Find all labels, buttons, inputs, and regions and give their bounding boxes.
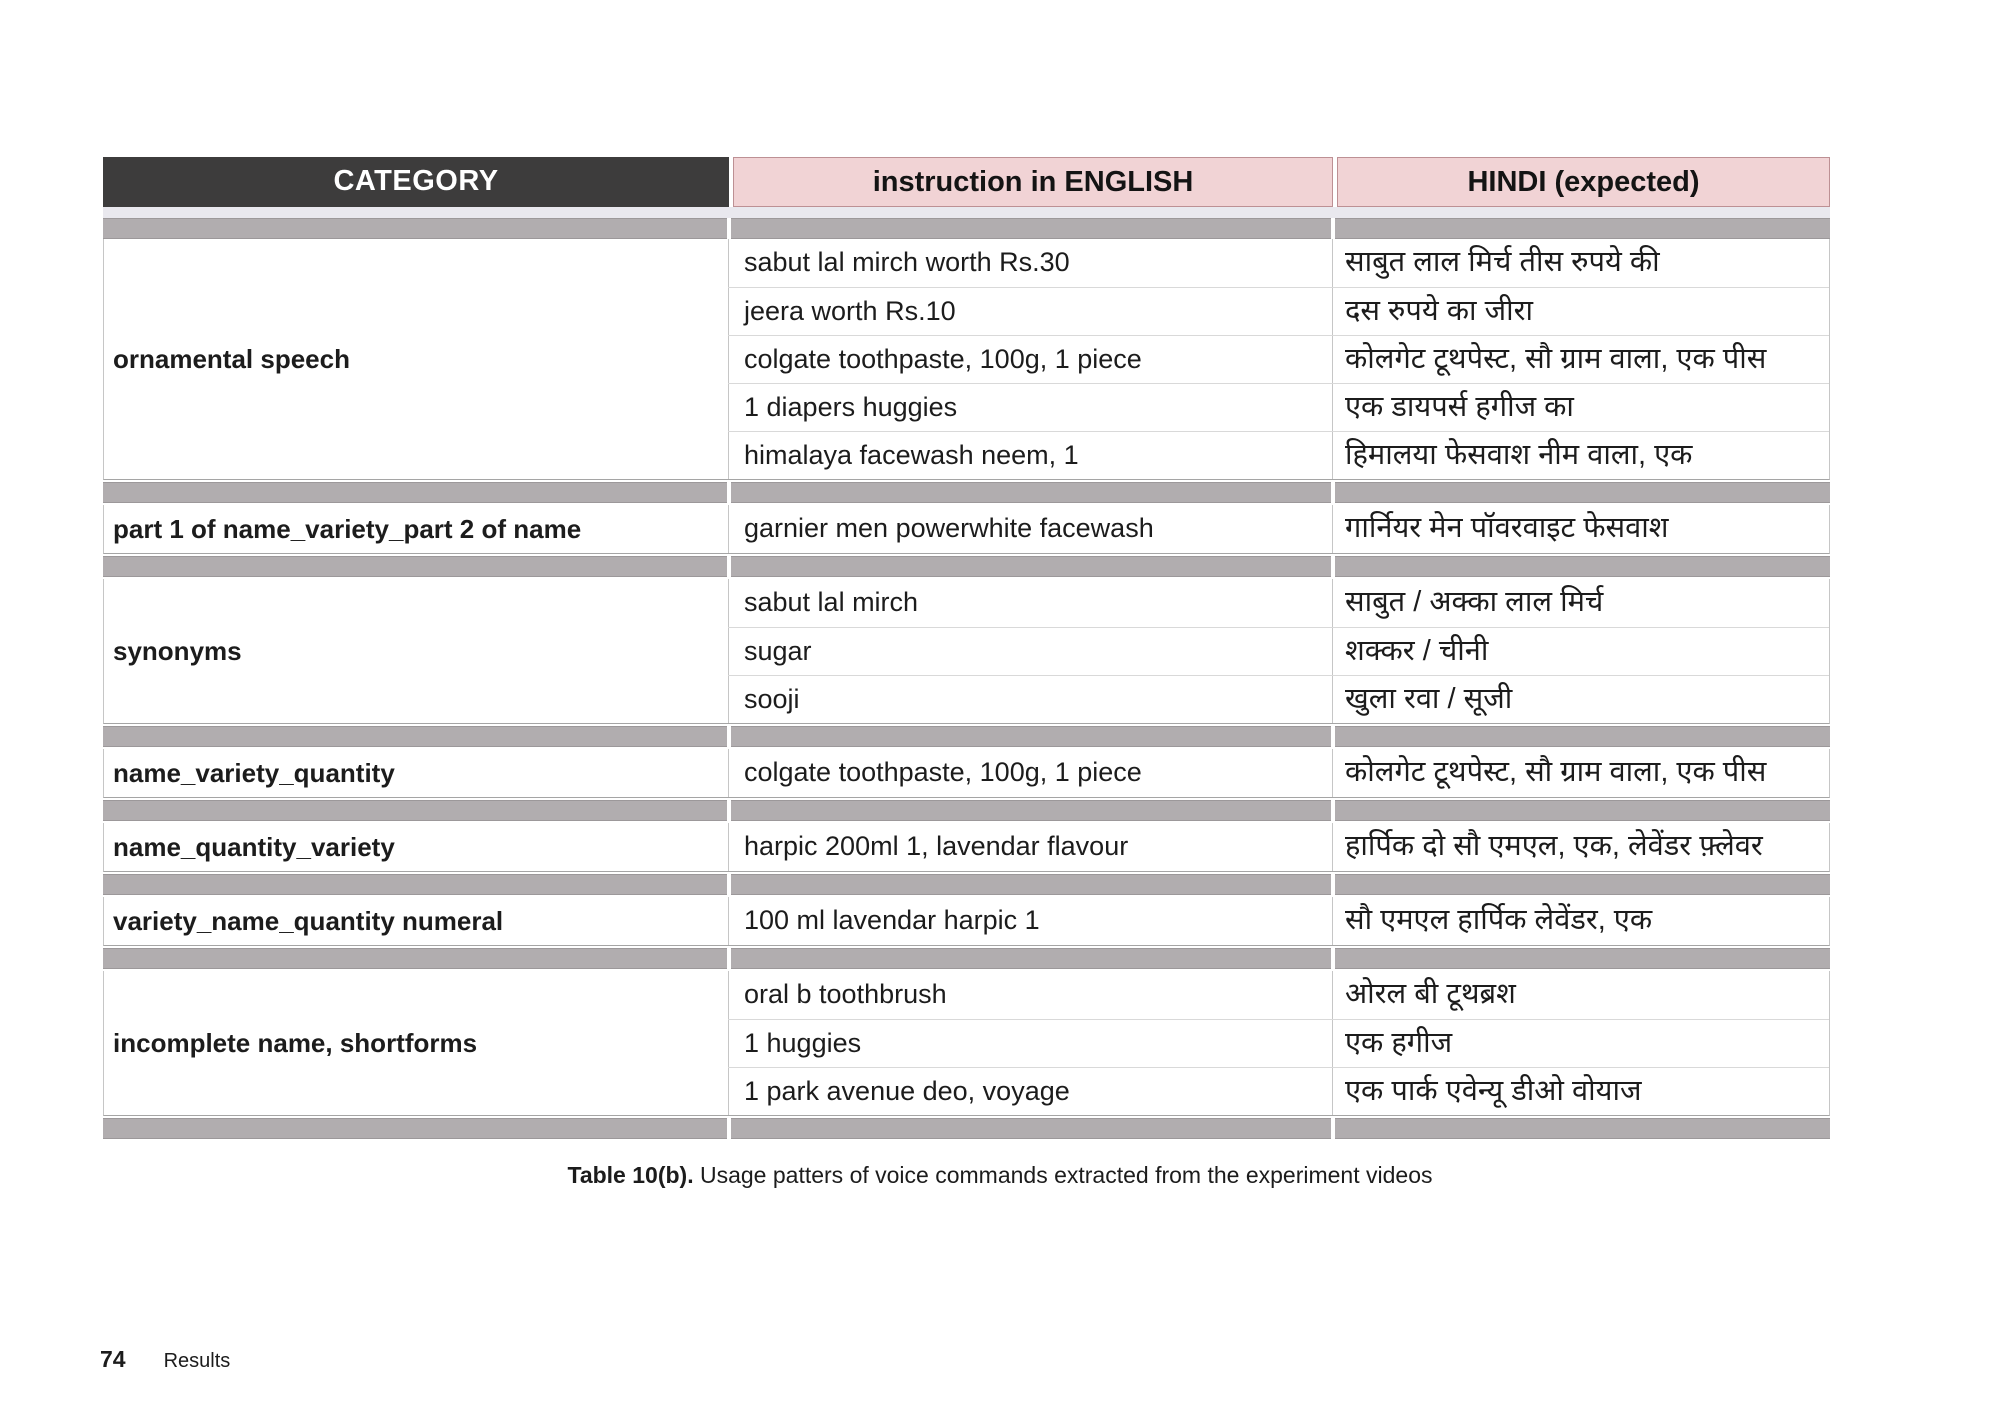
table-row [728, 1067, 1829, 1115]
table-row [728, 897, 1829, 945]
band-column-gap [727, 948, 731, 969]
band-column-gap [727, 874, 731, 895]
category-cell: synonyms [113, 635, 242, 666]
band-column-gap [1331, 948, 1335, 969]
english-cell: sooji [728, 676, 1332, 723]
hindi-cell: एक डायपर्स हगीज का [1332, 384, 1829, 431]
band-column-gap [727, 482, 731, 503]
hindi-cell: कोलगेट टूथपेस्ट, सौ ग्राम वाला, एक पीस [1332, 336, 1829, 383]
table-section [103, 579, 1830, 724]
section-rows [728, 579, 1829, 723]
band-column-gap [727, 726, 731, 747]
band-column-gap [1331, 726, 1335, 747]
separator-band [103, 726, 1830, 747]
table-row [728, 579, 1829, 627]
band-column-gap [1331, 556, 1335, 577]
table-section [103, 897, 1830, 946]
section-rows [728, 971, 1829, 1115]
band-column-gap [1331, 218, 1335, 239]
header-light-band [103, 207, 1830, 218]
hindi-cell: गार्नियर मेन पॉवरवाइट फेसवाश [1332, 505, 1829, 553]
band-column-gap [727, 556, 731, 577]
band-column-gap [727, 218, 731, 239]
separator-band [103, 948, 1830, 969]
hindi-cell: साबुत लाल मिर्च तीस रुपये की [1332, 239, 1829, 287]
table-row [728, 749, 1829, 797]
hindi-cell: साबुत / अक्का लाल मिर्च [1332, 579, 1829, 627]
english-cell: garnier men powerwhite facewash [728, 505, 1332, 553]
english-cell: 1 park avenue deo, voyage [728, 1068, 1332, 1115]
column-header-hindi: HINDI (expected) [1337, 157, 1830, 207]
separator-band [103, 800, 1830, 821]
section-rows [728, 749, 1829, 797]
english-cell: sabut lal mirch worth Rs.30 [728, 239, 1332, 287]
category-cell: name_variety_quantity [113, 757, 395, 788]
hindi-cell: ओरल बी टूथब्रश [1332, 971, 1829, 1019]
english-cell: harpic 200ml 1, lavendar flavour [728, 823, 1332, 871]
english-cell: 100 ml lavendar harpic 1 [728, 897, 1332, 945]
section-rows [728, 897, 1829, 945]
hindi-cell: शक्कर / चीनी [1332, 628, 1829, 675]
hindi-cell: कोलगेट टूथपेस्ट, सौ ग्राम वाला, एक पीस [1332, 749, 1829, 797]
caption-label: Table 10(b). [567, 1162, 694, 1188]
caption-text: Usage patters of voice commands extracted from the experiment videos [699, 1162, 1433, 1188]
category-cell: variety_name_quantity numeral [113, 905, 504, 936]
table-row [728, 971, 1829, 1019]
band-column-gap [1331, 1118, 1335, 1139]
table-row [728, 823, 1829, 871]
table-section [103, 823, 1830, 872]
category-cell: incomplete name, shortforms [113, 1027, 478, 1058]
english-cell: oral b toothbrush [728, 971, 1332, 1019]
hindi-cell: सौ एमएल हार्पिक लेवेंडर, एक [1332, 897, 1829, 945]
table-row [728, 505, 1829, 553]
english-cell: 1 huggies [728, 1020, 1332, 1067]
english-cell: colgate toothpaste, 100g, 1 piece [728, 336, 1332, 383]
band-column-gap [727, 1118, 731, 1139]
hindi-cell: दस रुपये का जीरा [1332, 288, 1829, 335]
section-rows [728, 239, 1829, 479]
table-section [103, 749, 1830, 798]
english-cell: sugar [728, 628, 1332, 675]
table-section [103, 971, 1830, 1116]
hindi-cell: एक हगीज [1332, 1020, 1829, 1067]
band-column-gap [1331, 482, 1335, 503]
english-cell: himalaya facewash neem, 1 [728, 432, 1332, 479]
page-number: 74 [100, 1346, 126, 1372]
header-separator-band [103, 218, 1830, 239]
hindi-cell: हिमालया फेसवाश नीम वाला, एक [1332, 432, 1829, 479]
category-cell: name_quantity_variety [113, 831, 395, 862]
table-section [103, 505, 1830, 554]
separator-band [103, 1118, 1830, 1139]
table-row [728, 675, 1829, 723]
hindi-cell: एक पार्क एवेन्यू डीओ वोयाज [1332, 1068, 1829, 1115]
separator-band [103, 482, 1830, 503]
band-column-gap [1331, 800, 1335, 821]
voice-command-table [103, 157, 1830, 1141]
english-cell: sabut lal mirch [728, 579, 1332, 627]
column-header-english: instruction in ENGLISH [733, 157, 1333, 207]
table-row [728, 383, 1829, 431]
category-cell: ornamental speech [113, 343, 350, 374]
column-header-category: CATEGORY [103, 157, 729, 207]
hindi-cell: हार्पिक दो सौ एमएल, एक, लेवेंडर फ़्लेवर [1332, 823, 1829, 871]
section-rows [728, 823, 1829, 871]
table-row [728, 239, 1829, 287]
table-body [103, 239, 1830, 1139]
band-column-gap [1331, 874, 1335, 895]
english-cell: colgate toothpaste, 100g, 1 piece [728, 749, 1332, 797]
section-rows [728, 505, 1829, 553]
english-cell: jeera worth Rs.10 [728, 288, 1332, 335]
table-row [728, 431, 1829, 479]
page-footer [100, 1346, 230, 1373]
hindi-cell: खुला रवा / सूजी [1332, 676, 1829, 723]
table-section [103, 239, 1830, 480]
table-row [728, 287, 1829, 335]
separator-band [103, 556, 1830, 577]
table-row [728, 627, 1829, 675]
table-row [728, 1019, 1829, 1067]
table-header-row [103, 157, 1830, 207]
english-cell: 1 diapers huggies [728, 384, 1332, 431]
separator-band [103, 874, 1830, 895]
footer-section-label: Results [163, 1350, 231, 1372]
table-caption [0, 1158, 2000, 1192]
category-cell: part 1 of name_variety_part 2 of name [113, 513, 582, 544]
table-row [728, 335, 1829, 383]
band-column-gap [727, 800, 731, 821]
